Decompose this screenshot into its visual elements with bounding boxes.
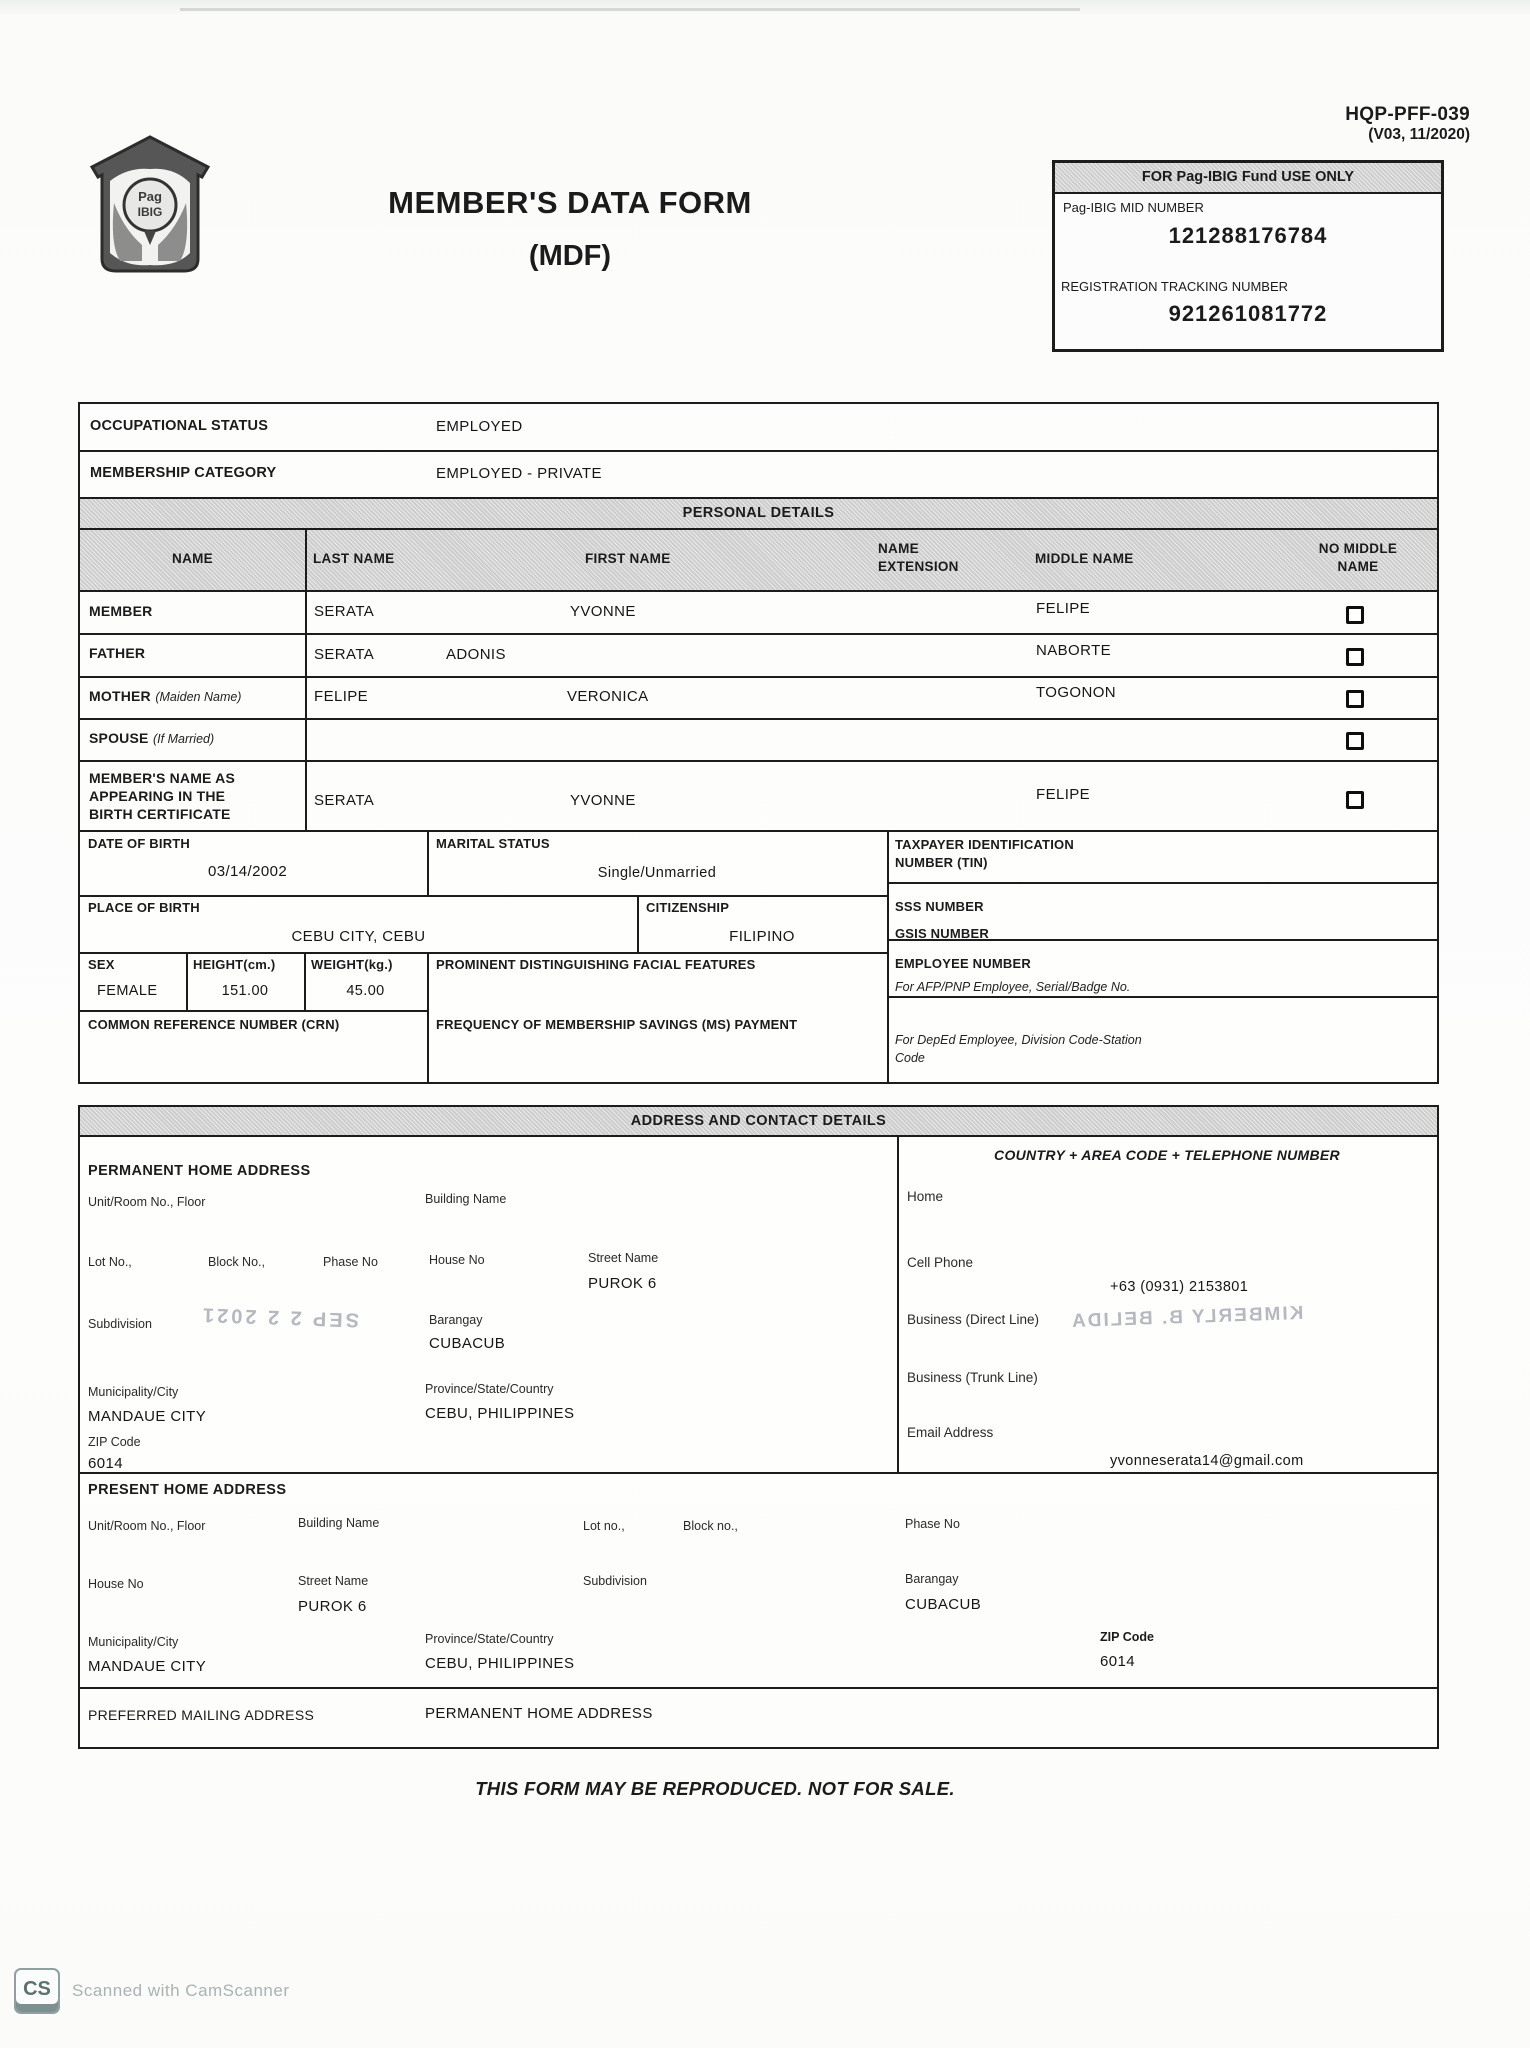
row-birthcert-last: SERATA [314,792,375,809]
personal-details-title: PERSONAL DETAILS [682,505,835,521]
pres-barangay-label: Barangay [905,1572,959,1586]
row-father-no-middle-checkbox [1346,648,1364,666]
address-band [80,1107,1437,1137]
row-spouse-label-wrap [89,730,214,748]
mid-number-label: Pag-IBIG MID NUMBER [1063,200,1204,215]
pres-municipality-label: Municipality/City [88,1635,179,1649]
grid-divider-height-weight [304,952,306,1010]
grid-line-right [887,882,1437,884]
pres-zip-value: 6014 [1100,1653,1135,1670]
grid-line-right [887,996,1437,998]
row-birthcert-first: YVONNE [570,792,636,809]
row-father-first: ADONIS [446,646,506,663]
perm-house-label: House No [429,1253,485,1267]
grid-divider-dob-marital [427,830,429,895]
contact-email-value: yvonneserata14@gmail.com [1110,1453,1304,1469]
grid-divider-weight-features [427,952,429,1082]
svg-text:IBIG: IBIG [137,205,163,219]
fund-use-header: FOR Pag-IBIG Fund USE ONLY [1141,169,1355,185]
grid-line [80,895,887,897]
marital-label: MARITAL STATUS [436,836,550,851]
footer-note: THIS FORM MAY BE REPRODUCED. NOT FOR SALE. [475,1778,955,1799]
row-member-middle: FELIPE [1036,600,1091,617]
grid-divider-sex-height [186,952,188,1010]
pres-municipality-value: MANDAUE CITY [88,1658,207,1675]
perm-subdivision-label: Subdivision [88,1317,152,1331]
status-box [78,402,1439,501]
present-box-top-line [80,1472,1437,1474]
form-subtitle: (MDF) [528,240,612,272]
perm-barangay-value: CUBACUB [429,1335,506,1352]
row-spouse-note: (If Married) [153,732,215,746]
perm-municipality-value: MANDAUE CITY [88,1408,207,1425]
contact-cell-value: +63 (0931) 2153801 [1110,1279,1249,1295]
scan-artifact-line [180,8,1080,11]
row-birthcert-no-middle-checkbox [1346,791,1364,809]
pres-subdivision-label: Subdivision [583,1574,647,1588]
table-line [80,676,1437,678]
sss-label: SSS NUMBER [895,899,984,914]
dob-value: 03/14/2002 [208,863,288,880]
contact-trunk-label: Business (Trunk Line) [907,1370,1038,1385]
contact-home-label: Home [907,1189,944,1204]
contact-header: COUNTRY + AREA CODE + TELEPHONE NUMBER [994,1147,1340,1163]
permanent-address-title: PERMANENT HOME ADDRESS [88,1163,311,1179]
grid-line [80,1010,427,1012]
perm-building-label: Building Name [425,1192,507,1206]
row-mother-note: (Maiden Name) [155,690,242,704]
address-section-title: ADDRESS AND CONTACT DETAILS [630,1113,887,1129]
form-code-block [1140,104,1470,144]
row-member-label: MEMBER [89,603,153,619]
table-line [80,760,1437,762]
received-by-name-stamp: KIMBERLY B. BELIDA [1069,1302,1304,1333]
grid-line [80,952,887,954]
name-table-header-row [80,530,1437,590]
grid-divider-right-col [887,830,889,1082]
pres-building-label: Building Name [298,1516,380,1530]
col-header-no-middle-name: NO MIDDLE NAME [1318,541,1398,575]
row-spouse-no-middle-checkbox [1346,732,1364,750]
row-father-middle: NABORTE [1036,642,1112,659]
table-line [80,830,1437,832]
contact-direct-label: Business (Direct Line) [907,1312,1040,1327]
row-member-no-middle-checkbox [1346,606,1364,624]
pres-zip-label: ZIP Code [1100,1630,1154,1644]
col-header-last-name: LAST NAME [313,551,395,566]
features-label: PROMINENT DISTINGUISHING FACIAL FEATURES [436,957,756,972]
membership-category-label: MEMBERSHIP CATEGORY [90,465,277,481]
row-member-last: SERATA [314,603,375,620]
pob-value: CEBU CITY, CEBU [291,928,426,945]
perm-street-value: PUROK 6 [588,1275,657,1292]
occupational-status-label: OCCUPATIONAL STATUS [90,418,269,434]
address-box [78,1105,1439,1749]
employee-number-label: EMPLOYEE NUMBER [895,956,1031,971]
fund-use-box [1052,160,1444,352]
pres-province-label: Province/State/Country [425,1632,554,1646]
dob-label: DATE OF BIRTH [88,836,191,851]
personal-details-box [78,497,1439,1084]
citizenship-label: CITIZENSHIP [646,900,730,915]
mid-number-value: 121288176784 [1168,223,1328,248]
perm-barangay-label: Barangay [429,1313,483,1327]
address-column-divider [897,1135,899,1472]
marital-value: Single/Unmarried [597,865,717,881]
pres-block-label: Block no., [683,1519,738,1533]
pres-unit-label: Unit/Room No., Floor [88,1519,206,1533]
perm-zip-value: 6014 [88,1455,123,1472]
row-spouse-label: SPOUSE [89,730,149,746]
row-mother-label: MOTHER [89,688,151,704]
date-received-stamp: SEP 2 2 2021 [199,1303,360,1331]
perm-unit-label: Unit/Room No., Floor [88,1195,206,1209]
form-version: (V03, 11/2020) [1368,126,1470,143]
row-birthcert-middle: FELIPE [1036,786,1091,803]
present-address-title: PRESENT HOME ADDRESS [88,1482,287,1498]
deped-note: For DepEd Employee, Division Code-Station Code [895,1033,1142,1065]
pres-province-value: CEBU, PHILIPPINES [425,1655,575,1672]
contact-cell-label: Cell Phone [907,1255,974,1270]
pres-phase-label: Phase No [905,1517,960,1531]
camscanner-badge-icon [14,1968,60,2014]
membership-category-value: EMPLOYED - PRIVATE [436,465,602,482]
ms-frequency-label: FREQUENCY OF MEMBERSHIP SAVINGS (MS) PAYMENT [436,1017,798,1032]
tracking-number-value: 921261081772 [1168,301,1328,326]
mailing-value: PERMANENT HOME ADDRESS [425,1705,653,1722]
col-header-name-extension: NAME EXTENSION [878,541,959,575]
weight-value: 45.00 [346,983,385,999]
tracking-number-label: REGISTRATION TRACKING NUMBER [1061,279,1289,294]
perm-block-label: Block No., [208,1255,265,1269]
camscanner-note: Scanned with CamScanner [72,1981,290,2000]
perm-lot-label: Lot No., [88,1255,132,1269]
perm-province-value: CEBU, PHILIPPINES [425,1405,575,1422]
pres-street-label: Street Name [298,1574,369,1588]
height-label: HEIGHT(cm.) [193,957,276,972]
row-member-first: YVONNE [570,603,636,620]
camscanner-badge-text: CS [23,1978,51,2000]
table-line [80,633,1437,635]
perm-municipality-label: Municipality/City [88,1385,179,1399]
name-column-divider [305,530,307,830]
camscanner-mark [14,1968,434,2020]
personal-details-band [80,499,1437,530]
occupational-status-value: EMPLOYED [436,418,523,435]
row-father-last: SERATA [314,646,375,663]
row-mother-first: VERONICA [567,688,649,705]
row-mother-middle: TOGONON [1036,684,1117,701]
col-header-middle-name: MIDDLE NAME [1035,551,1134,566]
table-line [80,590,1437,592]
status-divider [80,450,1437,452]
pagibig-logo [80,133,220,278]
pres-house-label: House No [88,1577,144,1591]
mailing-row-top-line [80,1687,1437,1689]
sex-label: SEX [88,957,115,972]
perm-zip-label: ZIP Code [88,1435,141,1449]
weight-label: WEIGHT(kg.) [311,957,393,972]
gsis-label: GSIS NUMBER [895,926,989,941]
afp-pnp-note: For AFP/PNP Employee, Serial/Badge No. [895,980,1131,994]
sex-value: FEMALE [97,983,158,999]
row-mother-no-middle-checkbox [1346,690,1364,708]
height-value: 151.00 [221,983,269,999]
row-father-label: FATHER [89,645,146,661]
row-mother-label-wrap [89,688,241,706]
col-header-first-name: FIRST NAME [585,551,671,566]
table-line [80,718,1437,720]
contact-email-label: Email Address [907,1425,994,1440]
form-code: HQP-PFF-039 [1345,104,1470,125]
mailing-label: PREFERRED MAILING ADDRESS [88,1707,315,1723]
crn-label: COMMON REFERENCE NUMBER (CRN) [88,1017,340,1032]
svg-text:Pag: Pag [138,189,162,204]
row-mother-last: FELIPE [314,688,369,705]
perm-street-label: Street Name [588,1251,659,1265]
fund-use-header-band [1055,163,1441,194]
pob-label: PLACE OF BIRTH [88,900,200,915]
form-title: MEMBER'S DATA FORM [388,185,752,220]
pres-street-value: PUROK 6 [298,1598,367,1615]
row-birthcert-label: MEMBER'S NAME AS APPEARING IN THE BIRTH CERTIFICATE [89,770,236,823]
perm-province-label: Province/State/Country [425,1382,554,1396]
perm-phase-label: Phase No [323,1255,378,1269]
pres-barangay-value: CUBACUB [905,1596,982,1613]
citizenship-value: FILIPINO [729,928,795,945]
pres-lot-label: Lot no., [583,1519,625,1533]
col-header-name: NAME [172,551,213,566]
tin-label: TAXPAYER IDENTIFICATION NUMBER (TIN) [895,837,1074,870]
